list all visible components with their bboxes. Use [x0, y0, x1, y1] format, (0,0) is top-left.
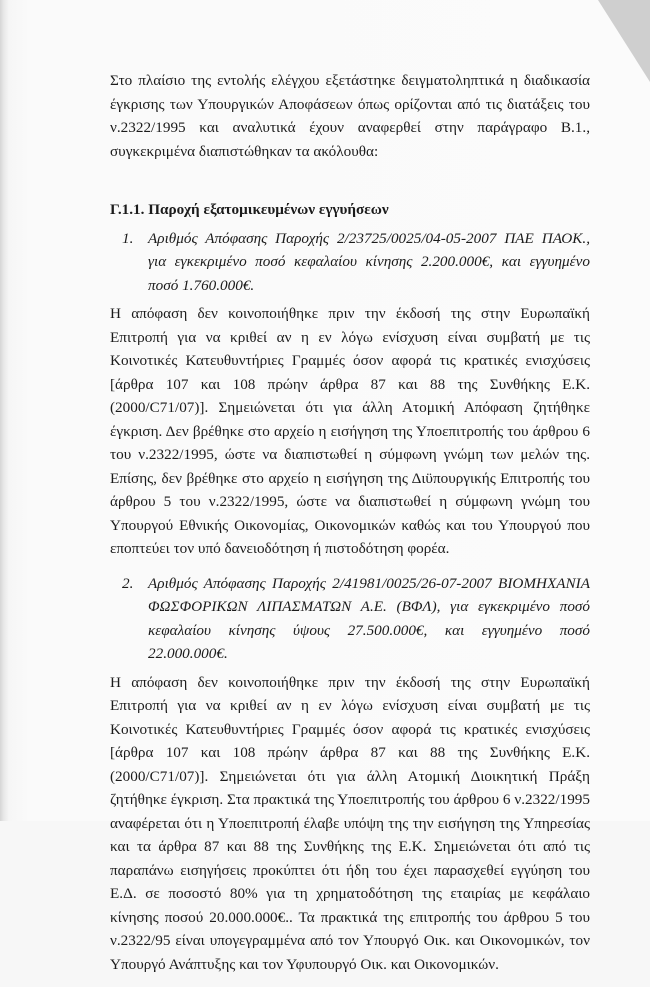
scan-corner-shadow	[598, 0, 650, 82]
item-number: 2.	[122, 574, 134, 592]
item-title: Αριθμός Απόφασης Παροχής 2/41981/0025/26-07-2007 ΒΙΟΜΗΧΑΝΙΑ ΦΩΣΦΟΡΙΚΩΝ ΛΙΠΑΣΜΑΤΩΝ Α.Ε. (ΒΦΛ), για εγκεκριμένο ποσό κεφαλαίου κίνησης ύψους 27.500.000€, και εγγυημένο ποσό 22.000.000€.	[148, 574, 590, 662]
section-heading: Γ.1.1. Παροχή εξατομικευμένων εγγυήσεων	[110, 201, 389, 218]
document-body	[110, 69, 590, 987]
item-number: 1.	[122, 229, 134, 247]
item-title: Αριθμός Απόφασης Παροχής 2/23725/0025/04-05-2007 ΠΑΕ ΠΑΟΚ., για εγκεκριμένο ποσό κεφαλαίου κίνησης 2.200.000€, και εγγυημένο ποσό 1.760.000€.	[148, 229, 590, 294]
decision-item-1	[122, 227, 590, 298]
item-1-body: Η απόφαση δεν κοινοποιήθηκε πριν την έκδοσή της στην Ευρωπαϊκή Επιτροπή για να κριθεί αν η εν λόγω ενίσχυση είναι συμβατή με τις Κοινοτικές Κατευθυντήριες Γραμμές όσον αφορά τις κρατικές ενισχύσεις [άρθρα 107 και 108 πρώην άρθρα 87 και 88 της Συνθήκης Ε.Κ. (2000/C71/07)]. Σημειώνεται ότι για άλλη Ατομική Απόφαση ζητήθηκε έγκριση. Δεν βρέθηκε στο αρχείο η εισήγηση της Υποεπιτροπής του άρθρου 6 του ν.2322/1995, ώστε να διαπιστωθεί η σύμφωνη γνώμη των μελών της. Επίσης, δεν βρέθηκε στο αρχείο η εισήγηση της Διϋπουργικής Επιτροπής του άρθρου 5 του ν.2322/1995, ώστε να διαπιστωθεί η σύμφωνη γνώμη του Υπουργού Εθνικής Οικονομίας, Οικονομικών καθώς και του Υπουργού που εποπτεύει τον υπό δανειοδότηση ή πιστοδότηση φορέα.	[110, 305, 590, 557]
intro-paragraph: Στο πλαίσιο της εντολής ελέγχου εξετάστηκε δειγματοληπτικά η διαδικασία έγκρισης των Υπουργικών Αποφάσεων όπως ορίζονται από τις διατάξεις του ν.2322/1995 και αναλυτικά έχουν αναφερθεί στην παράγραφο Β.1., συγκεκριμένα διαπιστώθηκαν τα ακόλουθα:	[110, 72, 590, 160]
item-2-body: Η απόφαση δεν κοινοποιήθηκε πριν την έκδοσή της στην Ευρωπαϊκή Επιτροπή για να κριθεί αν η εν λόγω ενίσχυση είναι συμβατή με τις Κοινοτικές Κατευθυντήριες Γραμμές όσον αφορά τις κρατικές ενισχύσεις [άρθρα 107 και 108 πρώην άρθρα 87 και 88 της Συνθήκης Ε.Κ. (2000/C71/07)]. Σημειώνεται ότι για άλλη Ατομική Διοικητική Πράξη ζητήθηκε έγκριση. Στα πρακτικά της Υποεπιτροπής του άρθρου 6 ν.2322/1995 αναφέρεται ότι η Υποεπιτροπή έλαβε υπόψη της την εισήγηση της Υπηρεσίας και τα άρθρα 87 και 88 της Συνθήκης της Ε.Κ. Σημειώνεται ότι από τις παραπάνω εισηγήσεις προκύπτει ότι ήδη του έχει παρασχεθεί εγγύηση του Ε.Δ. σε ποσοστό 80% για τη χρηματοδότηση της εταιρίας με κεφάλαιο κίνησης ποσού 20.000.000€.. Τα πρακτικά της επιτροπής του άρθρου 5 του ν.2322/95 είναι υπογεγραμμένα από τον Υπουργό Οικ. και Οικονομικών, τον Υπουργό Ανάπτυξης και τον Υφυπουργό Οικ. και Οικονομικών.	[110, 673, 590, 973]
decision-item-2	[122, 572, 590, 666]
